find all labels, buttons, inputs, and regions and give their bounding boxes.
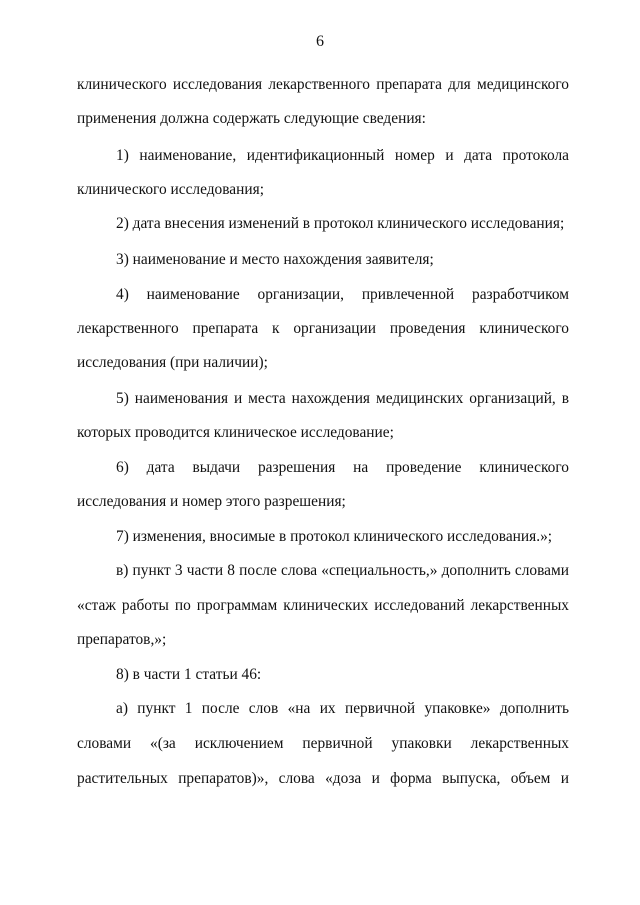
text-line: применения должна содержать следующие сведения: bbox=[77, 110, 426, 127]
text-line: клинического исследования лекарственного препарата для медицинского bbox=[77, 76, 569, 93]
list-item-line: в) пункт 3 части 8 после слова «специальность,» дополнить словами bbox=[116, 562, 569, 579]
list-item-line: 7) изменения, вносимые в протокол клинического исследования.»; bbox=[116, 528, 553, 545]
list-item-line: а) пункт 1 после слов «на их первичной упаковке» дополнить bbox=[116, 700, 569, 717]
list-item-line: 2) дата внесения изменений в протокол клинического исследования; bbox=[116, 215, 565, 232]
text-line: которых проводится клиническое исследование; bbox=[77, 424, 394, 441]
text-line: лекарственного препарата к организации проведения клинического bbox=[77, 320, 569, 337]
list-item-line: 6) дата выдачи разрешения на проведение клинического bbox=[116, 459, 569, 476]
text-line: препаратов,»; bbox=[77, 631, 167, 648]
text-line: клинического исследования; bbox=[77, 181, 264, 198]
text-line: исследования (при наличии); bbox=[77, 354, 268, 371]
list-item-line: 5) наименования и места нахождения медицинских организаций, в bbox=[116, 390, 569, 407]
page-number: 6 bbox=[316, 33, 324, 50]
text-line: исследования и номер этого разрешения; bbox=[77, 493, 346, 510]
text-line: словами «(за исключением первичной упаковки лекарственных bbox=[77, 735, 569, 752]
list-item-line: 4) наименование организации, привлеченной разработчиком bbox=[116, 286, 569, 303]
list-item-line: 3) наименование и место нахождения заявителя; bbox=[116, 251, 434, 268]
text-line: «стаж работы по программам клинических исследований лекарственных bbox=[77, 597, 569, 614]
list-item-line: 1) наименование, идентификационный номер и дата протокола bbox=[116, 147, 569, 164]
list-item-line: 8) в части 1 статьи 46: bbox=[116, 666, 262, 683]
text-line: растительных препаратов)», слова «доза и форма выпуска, объем и bbox=[77, 770, 569, 787]
